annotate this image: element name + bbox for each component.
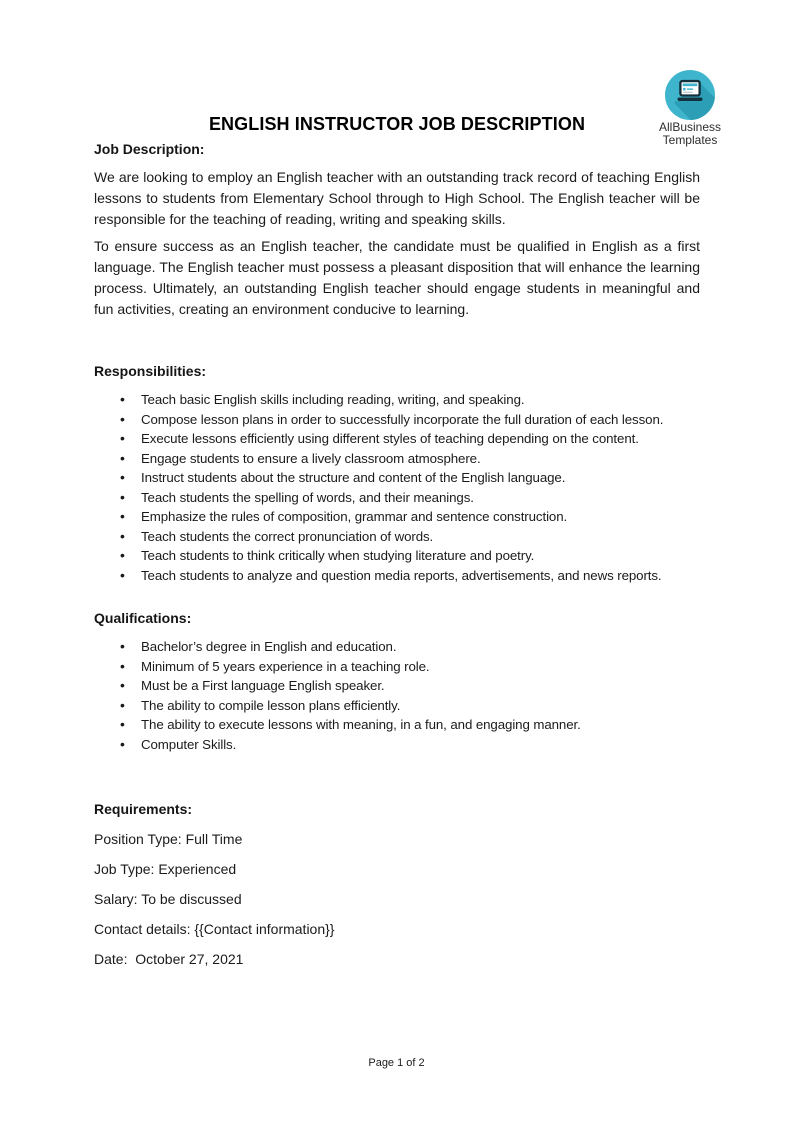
qualifications-heading: Qualifications: (94, 610, 192, 626)
job-description-heading: Job Description: (94, 141, 205, 157)
list-item: • Instruct students about the structure and content of the English language. (94, 468, 700, 488)
list-item: • Bachelor’s degree in English and education. (94, 637, 700, 657)
requirement-contact-details: Contact details: {{Contact information}} (94, 921, 335, 937)
list-item: • Engage students to ensure a lively classroom atmosphere. (94, 449, 700, 469)
requirement-date: Date: October 27, 2021 (94, 951, 244, 967)
list-item: • Minimum of 5 years experience in a teaching role. (94, 657, 700, 677)
list-item: • Teach students to analyze and question media reports, advertisements, and news reports. (94, 566, 700, 586)
requirement-salary: Salary: To be discussed (94, 891, 242, 907)
responsibilities-list (94, 390, 700, 585)
list-item: • The ability to execute lessons with meaning, in a fun, and engaging manner. (94, 715, 700, 735)
job-description-paragraph-1: We are looking to employ an English teacher with an outstanding track record of teaching English lessons to students from Elementary School through to High School. The English teacher will be responsible for the teaching of reading, writing and speaking skills. (94, 169, 700, 227)
qualifications-list (94, 637, 700, 754)
requirement-job-type: Job Type: Experienced (94, 861, 237, 877)
list-item: • Must be a First language English speaker. (94, 676, 700, 696)
list-item: • Emphasize the rules of composition, grammar and sentence construction. (94, 507, 700, 527)
document-body (94, 0, 700, 969)
list-item: • Execute lessons efficiently using different styles of teaching depending on the content. (94, 429, 700, 449)
job-description-paragraph-2: To ensure success as an English teacher, the candidate must be qualified in English as a first language. The English teacher must possess a pleasant disposition that will enhance the learning process. Ultimately, an outstanding English teacher should engage students in meaningful and fun activities, creating an environment conducive to learning. (94, 238, 700, 317)
list-item: • Teach basic English skills including reading, writing, and speaking. (94, 390, 700, 410)
requirement-position-type: Position Type: Full Time (94, 831, 243, 847)
logo-brand-line-1: AllBusiness (658, 120, 722, 134)
list-item: • Teach students to think critically when studying literature and poetry. (94, 546, 700, 566)
page-number-footer: Page 1 of 2 (368, 1057, 425, 1069)
list-item: • Computer Skills. (94, 735, 700, 755)
responsibilities-heading: Responsibilities: (94, 363, 207, 379)
page-title: ENGLISH INSTRUCTOR JOB DESCRIPTION (208, 114, 586, 134)
list-item: • The ability to compile lesson plans efficiently. (94, 696, 700, 716)
requirements-heading: Requirements: (94, 801, 193, 817)
list-item: • Teach students the spelling of words, and their meanings. (94, 488, 700, 508)
list-item: • Teach students the correct pronunciation of words. (94, 527, 700, 547)
list-item: • Compose lesson plans in order to successfully incorporate the full duration of each lesson. (94, 410, 700, 430)
logo-brand-line-2: Templates (662, 133, 718, 147)
